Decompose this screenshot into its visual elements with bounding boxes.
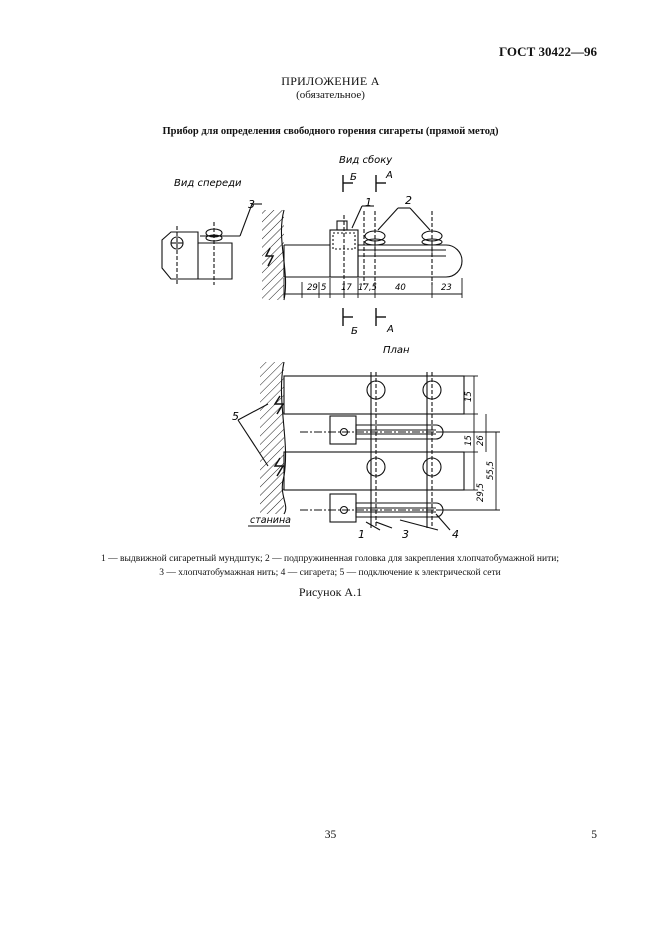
callout-1-side: 1 bbox=[365, 196, 372, 209]
standard-number: ГОСТ 30422—96 bbox=[498, 44, 597, 59]
figure-title: Прибор для определения свободного горения сигареты (прямой метод) bbox=[162, 126, 499, 137]
svg-text:15: 15 bbox=[464, 391, 474, 402]
dimension-labels-plan bbox=[464, 391, 496, 502]
section-b-label-top: Б bbox=[350, 172, 357, 183]
svg-text:23: 23 bbox=[441, 283, 452, 293]
sheet-number: 5 bbox=[591, 829, 597, 841]
frame-label: станина bbox=[250, 515, 291, 526]
page-number: 35 bbox=[324, 829, 337, 841]
caption-line-1: 1 — выдвижной сигаретный мундштук; 2 — подпружиненная головка для закрепления хлопчатобумажной нити; bbox=[101, 554, 559, 564]
svg-text:17: 17 bbox=[341, 283, 352, 293]
callout-2: 2 bbox=[405, 194, 412, 207]
svg-text:29,5: 29,5 bbox=[476, 483, 486, 502]
appendix-title: ПРИЛОЖЕНИЕ А bbox=[281, 74, 380, 88]
caption-line-2: 3 — хлопчатобумажная нить; 4 — сигарета; 5 — подключение к электрической сети bbox=[159, 568, 501, 578]
callout-4: 4 bbox=[452, 528, 459, 541]
front-view bbox=[162, 204, 262, 285]
wall-hatch-plan bbox=[260, 362, 284, 514]
side-view-label: Вид сбоку bbox=[339, 155, 393, 166]
svg-text:5: 5 bbox=[321, 283, 327, 293]
svg-text:40: 40 bbox=[395, 283, 406, 293]
side-view bbox=[284, 206, 462, 285]
svg-text:17,5: 17,5 bbox=[358, 283, 377, 293]
section-b-label-bottom: Б bbox=[351, 326, 358, 337]
figure-caption bbox=[60, 552, 600, 580]
callout-3: 3 bbox=[248, 198, 255, 211]
wall-hatch-side bbox=[262, 210, 284, 300]
appendix-subtitle: (обязательное) bbox=[296, 89, 365, 101]
section-a-label-top: А bbox=[386, 170, 393, 181]
plan-label: План bbox=[383, 345, 410, 356]
section-marker-bottom bbox=[343, 308, 386, 326]
callout-3-plan: 3 bbox=[402, 528, 409, 541]
figure-label: Рисунок А.1 bbox=[298, 585, 363, 599]
svg-text:26: 26 bbox=[476, 435, 486, 446]
callout-5: 5 bbox=[232, 410, 239, 423]
svg-text:29: 29 bbox=[307, 283, 318, 293]
callout-1-plan: 1 bbox=[358, 528, 365, 541]
svg-text:15: 15 bbox=[464, 435, 474, 446]
dimension-labels-side bbox=[307, 283, 452, 293]
svg-text:55,5: 55,5 bbox=[486, 461, 496, 480]
front-view-label: Вид спереди bbox=[174, 178, 242, 189]
section-a-label-bottom: А bbox=[387, 324, 394, 335]
